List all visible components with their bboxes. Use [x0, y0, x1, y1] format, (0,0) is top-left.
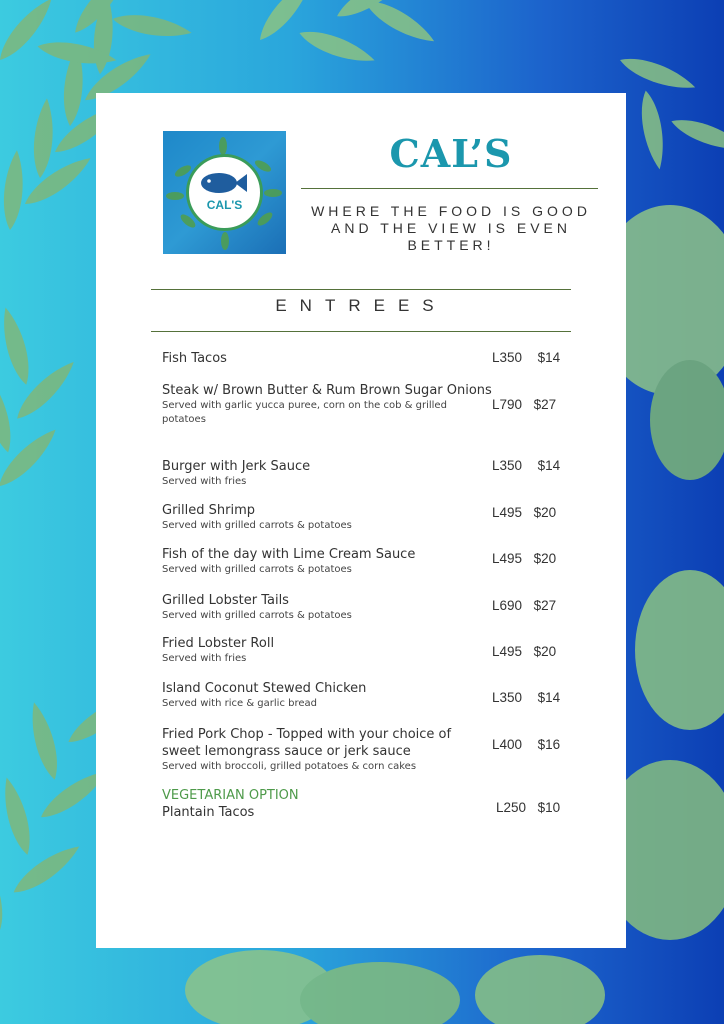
price-usd: $20: [533, 551, 557, 566]
price-local: L790: [492, 397, 523, 412]
item-description: Served with fries: [162, 476, 247, 487]
price-local: L495: [492, 644, 523, 659]
menu-item: [162, 592, 492, 623]
menu-item: [162, 458, 492, 489]
item-name: Fish of the day with Lime Cream Sauce: [162, 547, 416, 562]
item-description: Served with rice & garlic bread: [162, 698, 317, 709]
price-local: L250: [496, 800, 527, 815]
price-local: L495: [492, 551, 523, 566]
price-local: L690: [492, 598, 523, 613]
item-price: [492, 690, 562, 705]
header-divider: [301, 188, 598, 189]
section-divider-bottom: [151, 331, 571, 332]
item-description: Served with garlic yucca puree, corn on the cob & grilled potatoes: [162, 400, 447, 425]
price-usd: $16: [537, 737, 561, 752]
item-name: Grilled Lobster Tails: [162, 593, 289, 608]
item-name: Fried Lobster Roll: [162, 636, 275, 651]
price-local: L400: [492, 737, 523, 752]
item-price: [492, 458, 562, 473]
item-description: Served with grilled carrots & potatoes: [162, 610, 352, 621]
item-price: [492, 551, 562, 566]
menu-card: [96, 93, 626, 948]
price-local: L350: [492, 458, 523, 473]
restaurant-name: CAL’S: [389, 131, 513, 176]
item-name: Grilled Shrimp: [162, 503, 255, 518]
fish-logo-icon: [163, 131, 286, 254]
item-description: Served with fries: [162, 653, 247, 664]
menu-item: [162, 350, 492, 367]
item-name: Burger with Jerk Sauce: [162, 459, 311, 474]
item-price: [492, 598, 562, 613]
price-usd: $14: [537, 458, 561, 473]
item-name: Steak w/ Brown Butter & Rum Brown Sugar Onions: [162, 383, 492, 398]
item-price: [492, 397, 562, 412]
price-usd: $14: [537, 690, 561, 705]
price-local: L495: [492, 505, 523, 520]
price-usd: $27: [533, 397, 557, 412]
logo-text: CAL'S: [206, 198, 243, 212]
item-name: Fish Tacos: [162, 351, 227, 366]
item-name: Plantain Tacos: [162, 805, 255, 820]
vegetarian-label: VEGETARIAN OPTION: [162, 788, 299, 803]
price-usd: $10: [537, 800, 561, 815]
item-price: [492, 350, 562, 365]
item-description: Served with grilled carrots & potatoes: [162, 564, 352, 575]
menu-item: [162, 726, 482, 774]
menu-item: [162, 502, 492, 533]
item-price: [492, 505, 562, 520]
item-description: Served with grilled carrots & potatoes: [162, 520, 352, 531]
menu-item: [162, 382, 492, 427]
price-usd: $14: [537, 350, 561, 365]
price-local: L350: [492, 690, 523, 705]
item-price: [496, 800, 566, 815]
item-description: Served with broccoli, grilled potatoes & corn cakes: [162, 761, 417, 772]
price-local: L350: [492, 350, 523, 365]
section-divider-top: [151, 289, 571, 290]
item-price: [492, 644, 562, 659]
tagline: WHERE THE FOOD IS GOOD AND THE VIEW IS EVEN BETTER!: [311, 203, 591, 253]
vegetarian-item: [162, 787, 492, 821]
price-usd: $27: [533, 598, 557, 613]
restaurant-logo: [163, 131, 286, 254]
menu-item: [162, 546, 492, 577]
item-name: Island Coconut Stewed Chicken: [162, 681, 367, 696]
price-usd: $20: [533, 505, 557, 520]
section-title: ENTREES: [275, 296, 447, 315]
item-name: Fried Pork Chop - Topped with your choice of sweet lemongrass sauce or jerk sauce: [162, 727, 452, 759]
menu-item: [162, 635, 492, 666]
price-usd: $20: [533, 644, 557, 659]
menu-item: [162, 680, 492, 711]
item-price: [492, 737, 562, 752]
